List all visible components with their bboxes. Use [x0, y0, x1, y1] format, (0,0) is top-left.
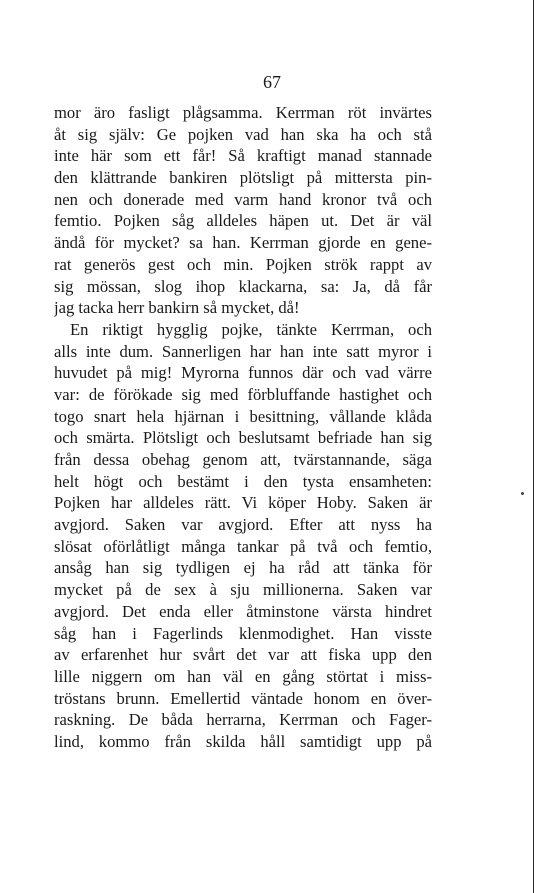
- text-line: alls inte dum. Sannerligen har han inte satt myror i: [54, 341, 432, 361]
- text-line: åt sig själv: Ge pojken vad han ska ha och stå: [54, 124, 432, 144]
- text-line: rat generös gest och min. Pojken strök rappt av: [54, 254, 432, 274]
- text-line: En riktigt hygglig pojke, tänkte Kerrman, och: [70, 319, 432, 339]
- text-line: helt högt och bestämt i den tysta ensamheten:: [54, 471, 432, 491]
- text-line: sig mössan, slog ihop klackarna, sa: Ja, då får: [54, 276, 432, 296]
- text-line: raskning. De båda herrarna, Kerrman och Fager-: [54, 710, 432, 730]
- text-line: mycket på de sex à sju millionerna. Saken var: [54, 580, 432, 600]
- text-line: den klättrande bankiren plötsligt på mittersta pin-: [54, 168, 432, 188]
- text-line: jag tacka herr bankirn så mycket, då!: [54, 298, 300, 318]
- page-edge-line: [533, 0, 534, 893]
- text-line: femtio. Pojken såg alldeles häpen ut. Det är väl: [54, 211, 432, 231]
- text-line: lind, kommo från skilda håll samtidigt upp på: [54, 731, 432, 751]
- text-line: slösat oförlåtligt många tankar på två och femtio,: [54, 536, 432, 556]
- margin-mark: [521, 492, 524, 495]
- text-line: såg han i Fagerlinds klenmodighet. Han visste: [54, 623, 432, 643]
- text-line: inte här som ett får! Så kraftigt manad stannade: [54, 146, 432, 166]
- text-line: och smärta. Plötsligt och beslutsamt befriade han sig: [54, 428, 432, 448]
- text-line: från dessa obehag genom att, tvärstannande, säga: [54, 450, 432, 469]
- text-line: avgjord. Det enda eller åtminstone värsta hindret: [54, 601, 432, 621]
- text-line: avgjord. Saken var avgjord. Efter att nyss ha: [54, 515, 432, 535]
- text-line: av erfarenhet hur svårt det var att fiska upp den: [54, 645, 432, 665]
- text-line: mor äro fasligt plågsamma. Kerrman röt invärtes: [54, 103, 432, 122]
- text-line: togo snart hela hjärnan i besittning, vållande klåda: [54, 406, 432, 426]
- body-text: [54, 102, 432, 753]
- text-line: var: de förökade sig med förbluffande hastighet och: [54, 384, 432, 404]
- text-line: tröstans brunn. Emellertid väntade honom en över-: [54, 688, 432, 708]
- text-line: Pojken har alldeles rätt. Vi köper Hoby. Saken är: [54, 493, 432, 513]
- text-line: nen och donerade med varm hand kronor två och: [54, 189, 432, 209]
- text-line: lille niggern om han väl en gång störtat i miss-: [54, 666, 432, 686]
- page-number: 67: [263, 72, 281, 92]
- text-line: ändå för mycket? sa han. Kerrman gjorde en gene-: [54, 233, 432, 253]
- text-line: ansåg han sig tydligen ej ha råd att tänka för: [54, 558, 432, 578]
- text-line: huvudet på mig! Myrorna funnos där och vad värre: [54, 363, 432, 383]
